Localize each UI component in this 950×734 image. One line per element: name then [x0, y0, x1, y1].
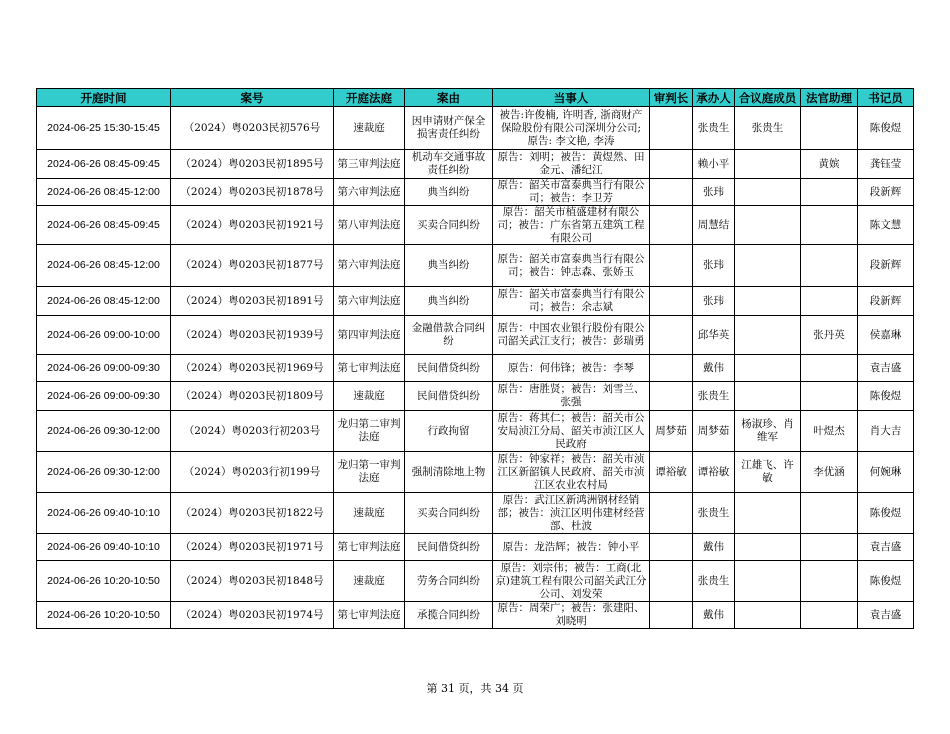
cell-handler: 张玮 [693, 245, 735, 287]
cell-clerk: 陈俊煜 [858, 107, 914, 150]
table-row [37, 411, 914, 452]
cell-clerk: 肖大吉 [858, 411, 914, 452]
cell-presiding-judge [650, 561, 693, 602]
cell-parties: 原告：钟家祥；被告：韶关市浈江区新韶镇人民政府、韶关市浈江区农业农村局 [493, 452, 650, 493]
cell-cause: 金融借款合同纠纷 [405, 316, 493, 355]
cell-case-no: （2024）粤0203民初1877号 [171, 245, 334, 287]
cell-case-no: （2024）粤0203民初1974号 [171, 602, 334, 629]
cell-clerk: 袁吉盛 [858, 534, 914, 561]
cell-courtroom: 速裁庭 [334, 382, 405, 411]
cell-presiding-judge [650, 602, 693, 629]
cell-cause: 因申请财产保全损害责任纠纷 [405, 107, 493, 150]
cell-time: 2024-06-26 10:20-10:50 [37, 602, 171, 629]
cell-courtroom: 龙归第二审判法庭 [334, 411, 405, 452]
cell-clerk: 陈文慧 [858, 206, 914, 245]
cell-clerk: 陈俊煜 [858, 382, 914, 411]
cell-courtroom: 第六审判法庭 [334, 287, 405, 316]
cell-handler: 谭裕敏 [693, 452, 735, 493]
cell-clerk: 段新辉 [858, 287, 914, 316]
cell-courtroom: 第八审判法庭 [334, 206, 405, 245]
cell-parties: 原告：蒋其仁；被告：韶关市公安局浈江分局、韶关市浈江区人民政府 [493, 411, 650, 452]
cell-time: 2024-06-26 08:45-09:45 [37, 206, 171, 245]
cell-courtroom: 第四审判法庭 [334, 316, 405, 355]
cell-courtroom: 第七审判法庭 [334, 534, 405, 561]
cell-handler: 张玮 [693, 287, 735, 316]
cell-parties: 原告：中国农业银行股份有限公司韶关武江支行；被告：彭瑞勇 [493, 316, 650, 355]
cell-cause: 民间借贷纠纷 [405, 534, 493, 561]
table-row [37, 534, 914, 561]
cell-handler: 张贵生 [693, 382, 735, 411]
cell-assistant: 叶煜杰 [801, 411, 858, 452]
cell-assistant [801, 245, 858, 287]
cell-time: 2024-06-26 09:00-10:00 [37, 316, 171, 355]
cell-panel [735, 150, 801, 179]
cell-clerk: 袁吉盛 [858, 602, 914, 629]
cell-panel: 杨淑珍、肖维军 [735, 411, 801, 452]
cell-time: 2024-06-26 08:45-09:45 [37, 150, 171, 179]
cell-parties: 原告：刘宗伟；被告：工商(北京)建筑工程有限公司韶关武江分公司、刘发荣 [493, 561, 650, 602]
cell-cause: 典当纠纷 [405, 245, 493, 287]
header-panel: 合议庭成员 [735, 89, 801, 107]
table-row [37, 561, 914, 602]
cell-parties: 原告：韶关市富泰典当行有限公司；被告：李卫芳 [493, 179, 650, 206]
cell-time: 2024-06-25 15:30-15:45 [37, 107, 171, 150]
cell-clerk: 袁吉盛 [858, 355, 914, 382]
cell-case-no: （2024）粤0203民初1891号 [171, 287, 334, 316]
cell-handler: 张贵生 [693, 561, 735, 602]
cell-cause: 行政拘留 [405, 411, 493, 452]
cell-handler: 戴伟 [693, 602, 735, 629]
cell-parties: 原告：武江区新鸿洲钢材经销部；被告：浈江区明伟建材经营部、杜波 [493, 493, 650, 534]
cell-panel [735, 382, 801, 411]
cell-parties: 原告：龙浩辉；被告：钟小平 [493, 534, 650, 561]
cell-parties: 原告：韶关市富泰典当行有限公司；被告：余志斌 [493, 287, 650, 316]
cell-time: 2024-06-26 10:20-10:50 [37, 561, 171, 602]
cell-presiding-judge [650, 534, 693, 561]
cell-clerk: 段新辉 [858, 245, 914, 287]
table-row [37, 179, 914, 206]
cell-assistant [801, 179, 858, 206]
table-header [37, 89, 914, 107]
cell-handler: 赖小平 [693, 150, 735, 179]
cell-assistant [801, 206, 858, 245]
cell-courtroom: 速裁庭 [334, 107, 405, 150]
cell-panel [735, 206, 801, 245]
cell-courtroom: 第六审判法庭 [334, 245, 405, 287]
cell-courtroom: 速裁庭 [334, 561, 405, 602]
cell-clerk: 陈俊煜 [858, 493, 914, 534]
cell-panel: 张贵生 [735, 107, 801, 150]
cell-assistant [801, 561, 858, 602]
cell-panel: 江雄飞、许敏 [735, 452, 801, 493]
cell-case-no: （2024）粤0203民初1878号 [171, 179, 334, 206]
table-row [37, 316, 914, 355]
cell-handler: 张玮 [693, 179, 735, 206]
cell-parties: 原告：刘明；被告：黄煜然、田金元、潘纪江 [493, 150, 650, 179]
cell-assistant [801, 602, 858, 629]
cell-assistant: 张丹英 [801, 316, 858, 355]
cell-parties: 被告:许俊楠, 许明香, 浙商财产保险股份有限公司深圳分公司; 原告: 李文艳, 李涛 [493, 107, 650, 150]
cell-time: 2024-06-26 09:30-12:00 [37, 411, 171, 452]
cell-assistant [801, 355, 858, 382]
cell-courtroom: 第七审判法庭 [334, 355, 405, 382]
header-courtroom: 开庭法庭 [334, 89, 405, 107]
cell-presiding-judge [650, 382, 693, 411]
cell-panel [735, 602, 801, 629]
cell-case-no: （2024）粤0203民初1971号 [171, 534, 334, 561]
cell-time: 2024-06-26 09:00-09:30 [37, 355, 171, 382]
hearing-schedule-table [36, 88, 914, 629]
header-handler: 承办人 [693, 89, 735, 107]
cell-presiding-judge [650, 316, 693, 355]
cell-clerk: 龚钰莹 [858, 150, 914, 179]
cell-handler: 张贵生 [693, 107, 735, 150]
cell-panel [735, 534, 801, 561]
table-row [37, 150, 914, 179]
cell-case-no: （2024）粤0203民初576号 [171, 107, 334, 150]
cell-parties: 原告：何伟锋；被告：李琴 [493, 355, 650, 382]
table-row [37, 107, 914, 150]
cell-time: 2024-06-26 08:45-12:00 [37, 287, 171, 316]
cell-parties: 原告：韶关市富泰典当行有限公司；被告：钟志森、张娇玉 [493, 245, 650, 287]
cell-presiding-judge [650, 493, 693, 534]
cell-case-no: （2024）粤0203民初1809号 [171, 382, 334, 411]
cell-handler: 周梦茹 [693, 411, 735, 452]
header-cause: 案由 [405, 89, 493, 107]
cell-parties: 原告：周荣广；被告：张建阳、刘晓明 [493, 602, 650, 629]
cell-cause: 典当纠纷 [405, 287, 493, 316]
cell-handler: 邱华英 [693, 316, 735, 355]
cell-clerk: 何婉琳 [858, 452, 914, 493]
cell-case-no: （2024）粤0203民初1921号 [171, 206, 334, 245]
table-row [37, 452, 914, 493]
cell-courtroom: 龙归第一审判法庭 [334, 452, 405, 493]
cell-panel [735, 355, 801, 382]
cell-cause: 承揽合同纠纷 [405, 602, 493, 629]
cell-case-no: （2024）粤0203民初1939号 [171, 316, 334, 355]
header-time: 开庭时间 [37, 89, 171, 107]
cell-panel [735, 287, 801, 316]
header-parties: 当事人 [493, 89, 650, 107]
cell-time: 2024-06-26 08:45-12:00 [37, 179, 171, 206]
cell-courtroom: 第六审判法庭 [334, 179, 405, 206]
cell-presiding-judge: 谭裕敏 [650, 452, 693, 493]
cell-case-no: （2024）粤0203行初203号 [171, 411, 334, 452]
header-case-no: 案号 [171, 89, 334, 107]
cell-assistant [801, 493, 858, 534]
cell-case-no: （2024）粤0203民初1969号 [171, 355, 334, 382]
cell-cause: 买卖合同纠纷 [405, 493, 493, 534]
cell-assistant [801, 382, 858, 411]
cell-panel [735, 561, 801, 602]
cell-handler: 张贵生 [693, 493, 735, 534]
cell-panel [735, 179, 801, 206]
cell-courtroom: 速裁庭 [334, 493, 405, 534]
cell-presiding-judge [650, 287, 693, 316]
cell-presiding-judge [650, 245, 693, 287]
cell-clerk: 侯嘉琳 [858, 316, 914, 355]
cell-cause: 典当纠纷 [405, 179, 493, 206]
cell-time: 2024-06-26 09:40-10:10 [37, 534, 171, 561]
header-presiding-judge: 审判长 [650, 89, 693, 107]
cell-case-no: （2024）粤0203民初1895号 [171, 150, 334, 179]
cell-presiding-judge: 周梦茹 [650, 411, 693, 452]
cell-cause: 强制清除地上物 [405, 452, 493, 493]
cell-presiding-judge [650, 206, 693, 245]
table-body [37, 107, 914, 629]
cell-cause: 民间借贷纠纷 [405, 355, 493, 382]
cell-parties: 原告：韶关市植盛建材有限公司；被告：广东省第五建筑工程有限公司 [493, 206, 650, 245]
cell-parties: 原告：唐胜贤；被告：刘雪兰、张强 [493, 382, 650, 411]
cell-courtroom: 第七审判法庭 [334, 602, 405, 629]
cell-case-no: （2024）粤0203行初199号 [171, 452, 334, 493]
cell-panel [735, 493, 801, 534]
cell-handler: 戴伟 [693, 355, 735, 382]
cell-presiding-judge [650, 150, 693, 179]
cell-time: 2024-06-26 08:45-12:00 [37, 245, 171, 287]
cell-time: 2024-06-26 09:40-10:10 [37, 493, 171, 534]
cell-assistant [801, 287, 858, 316]
table-row [37, 602, 914, 629]
table-row [37, 245, 914, 287]
cell-assistant: 李优涵 [801, 452, 858, 493]
page-footer: 第 31 页，共 34 页 [426, 682, 524, 695]
cell-clerk: 段新辉 [858, 179, 914, 206]
table-row [37, 355, 914, 382]
cell-time: 2024-06-26 09:00-09:30 [37, 382, 171, 411]
cell-cause: 机动车交通事故责任纠纷 [405, 150, 493, 179]
cell-assistant: 黄嫔 [801, 150, 858, 179]
header-row [37, 89, 914, 107]
cell-assistant [801, 534, 858, 561]
cell-presiding-judge [650, 179, 693, 206]
cell-panel [735, 316, 801, 355]
cell-case-no: （2024）粤0203民初1848号 [171, 561, 334, 602]
cell-presiding-judge [650, 107, 693, 150]
cell-presiding-judge [650, 355, 693, 382]
table-row [37, 206, 914, 245]
cell-case-no: （2024）粤0203民初1822号 [171, 493, 334, 534]
cell-courtroom: 第三审判法庭 [334, 150, 405, 179]
table-row [37, 287, 914, 316]
cell-panel [735, 245, 801, 287]
header-assistant: 法官助理 [801, 89, 858, 107]
cell-clerk: 陈俊煜 [858, 561, 914, 602]
cell-cause: 买卖合同纠纷 [405, 206, 493, 245]
cell-handler: 周慧结 [693, 206, 735, 245]
cell-cause: 民间借贷纠纷 [405, 382, 493, 411]
cell-time: 2024-06-26 09:30-12:00 [37, 452, 171, 493]
cell-cause: 劳务合同纠纷 [405, 561, 493, 602]
table-row [37, 382, 914, 411]
table-row [37, 493, 914, 534]
cell-handler: 戴伟 [693, 534, 735, 561]
header-clerk: 书记员 [858, 89, 914, 107]
cell-assistant [801, 107, 858, 150]
